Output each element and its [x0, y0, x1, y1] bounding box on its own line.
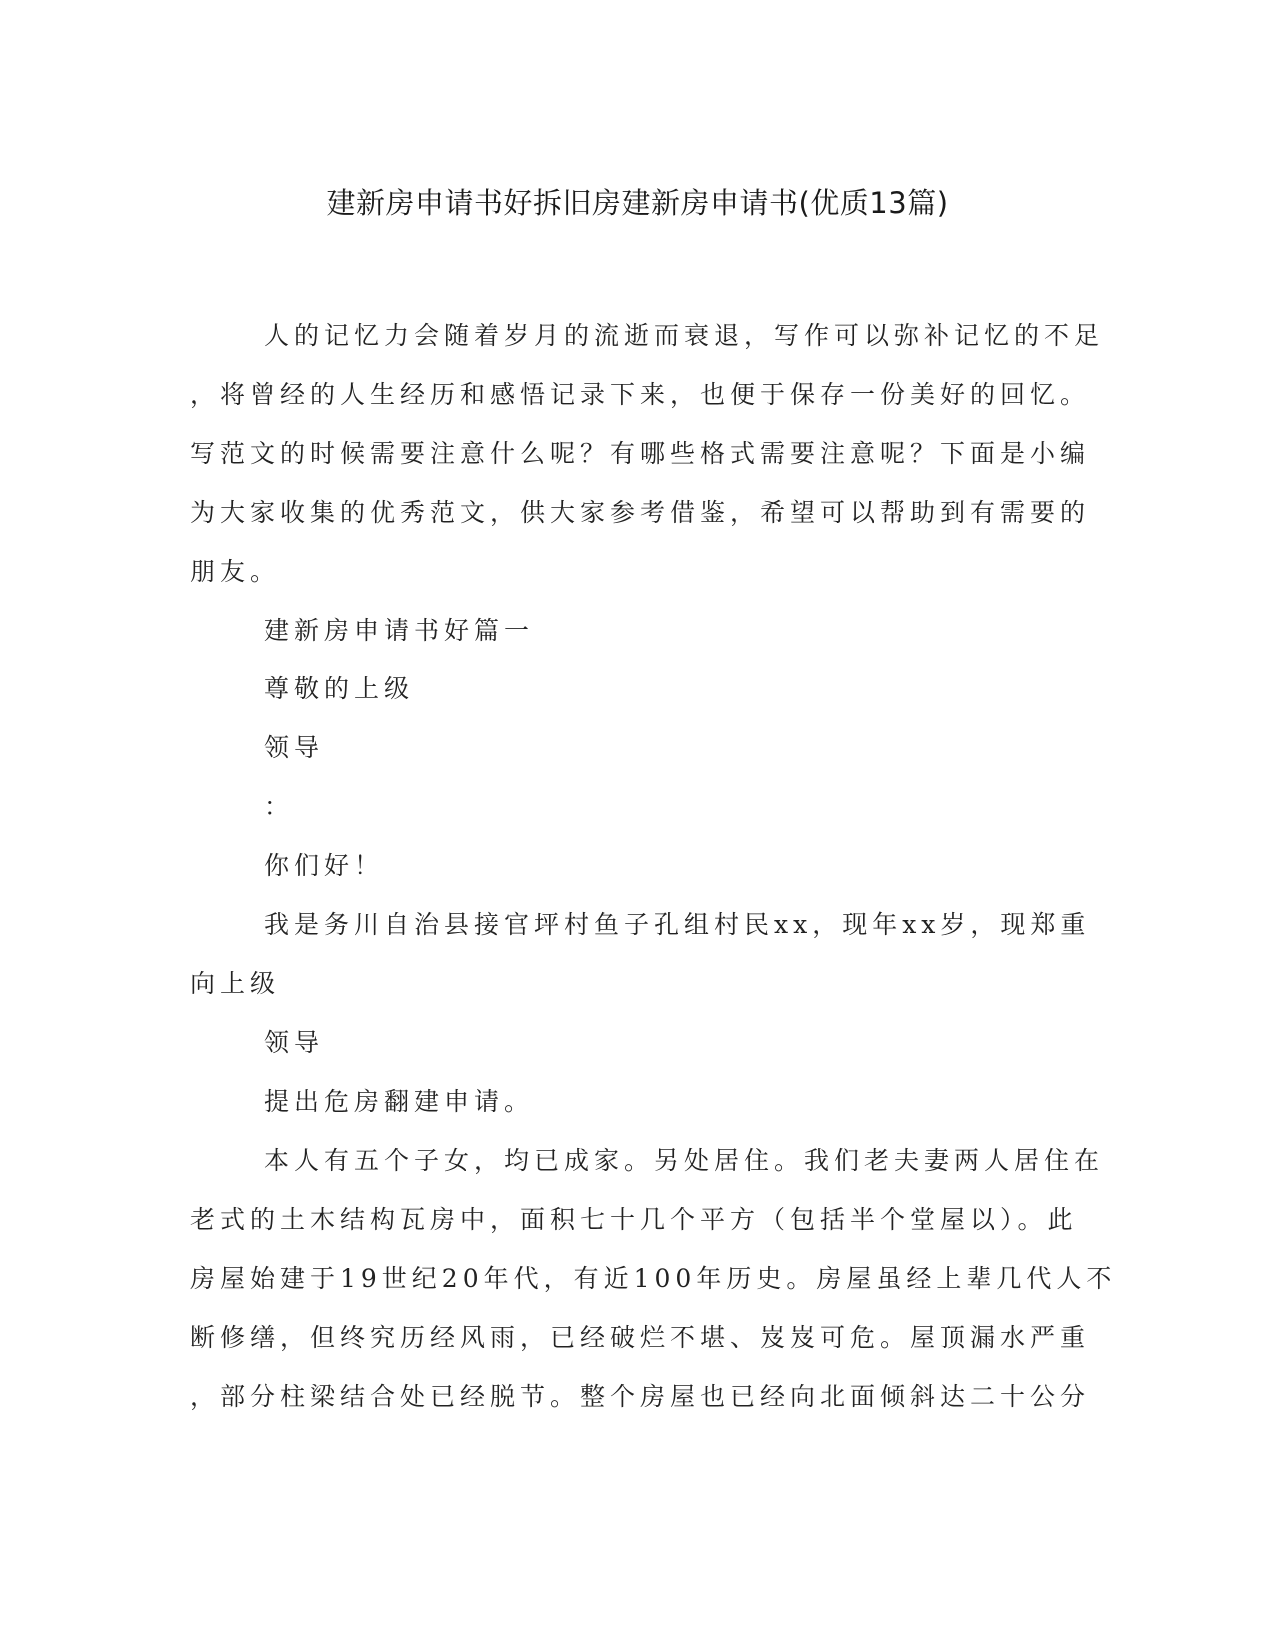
- paragraph-line: 写范文的时候需要注意什么呢？有哪些格式需要注意呢？下面是小编: [190, 439, 1091, 468]
- paragraph-line: 老式的土木结构瓦房中，面积七十几个平方（包括半个堂屋以）。此: [190, 1205, 1078, 1234]
- paragraph-line: 朋友。: [190, 557, 281, 586]
- paragraph-line: 房屋始建于19世纪20年代，有近100年历史。房屋虽经上辈几代人不: [190, 1264, 1117, 1293]
- paragraph-line: 人的记忆力会随着岁月的流逝而衰退，写作可以弥补记忆的不足: [264, 321, 1105, 350]
- paragraph-line: 断修缮，但终究历经风雨，已经破烂不堪、岌岌可危。屋顶漏水严重: [190, 1323, 1091, 1352]
- paragraph-line: 我是务川自治县接官坪村鱼子孔组村民xx，现年xx岁，现郑重: [264, 910, 1091, 939]
- document-title: 建新房申请书好拆旧房建新房申请书(优质13篇): [326, 186, 949, 220]
- section-heading: 建新房申请书好篇一: [264, 616, 535, 645]
- paragraph-line: 向上级: [190, 969, 281, 998]
- greeting-line: 你们好！: [264, 851, 385, 880]
- paragraph-line: 本人有五个子女，均已成家。另处居住。我们老夫妻两人居住在: [264, 1146, 1105, 1175]
- paragraph-line: 提出危房翻建申请。: [264, 1087, 535, 1116]
- paragraph-line: 领导: [264, 1028, 325, 1057]
- paragraph-line: ，将曾经的人生经历和感悟记录下来，也便于保存一份美好的回忆。: [190, 380, 1091, 409]
- paragraph-line: ，部分柱梁结合处已经脱节。整个房屋也已经向北面倾斜达二十公分: [190, 1382, 1091, 1411]
- paragraph-line: 为大家收集的优秀范文，供大家参考借鉴，希望可以帮助到有需要的: [190, 498, 1091, 527]
- salutation-line: 领导: [264, 733, 325, 762]
- salutation-line: 尊敬的上级: [264, 674, 415, 703]
- salutation-colon: ：: [264, 792, 295, 821]
